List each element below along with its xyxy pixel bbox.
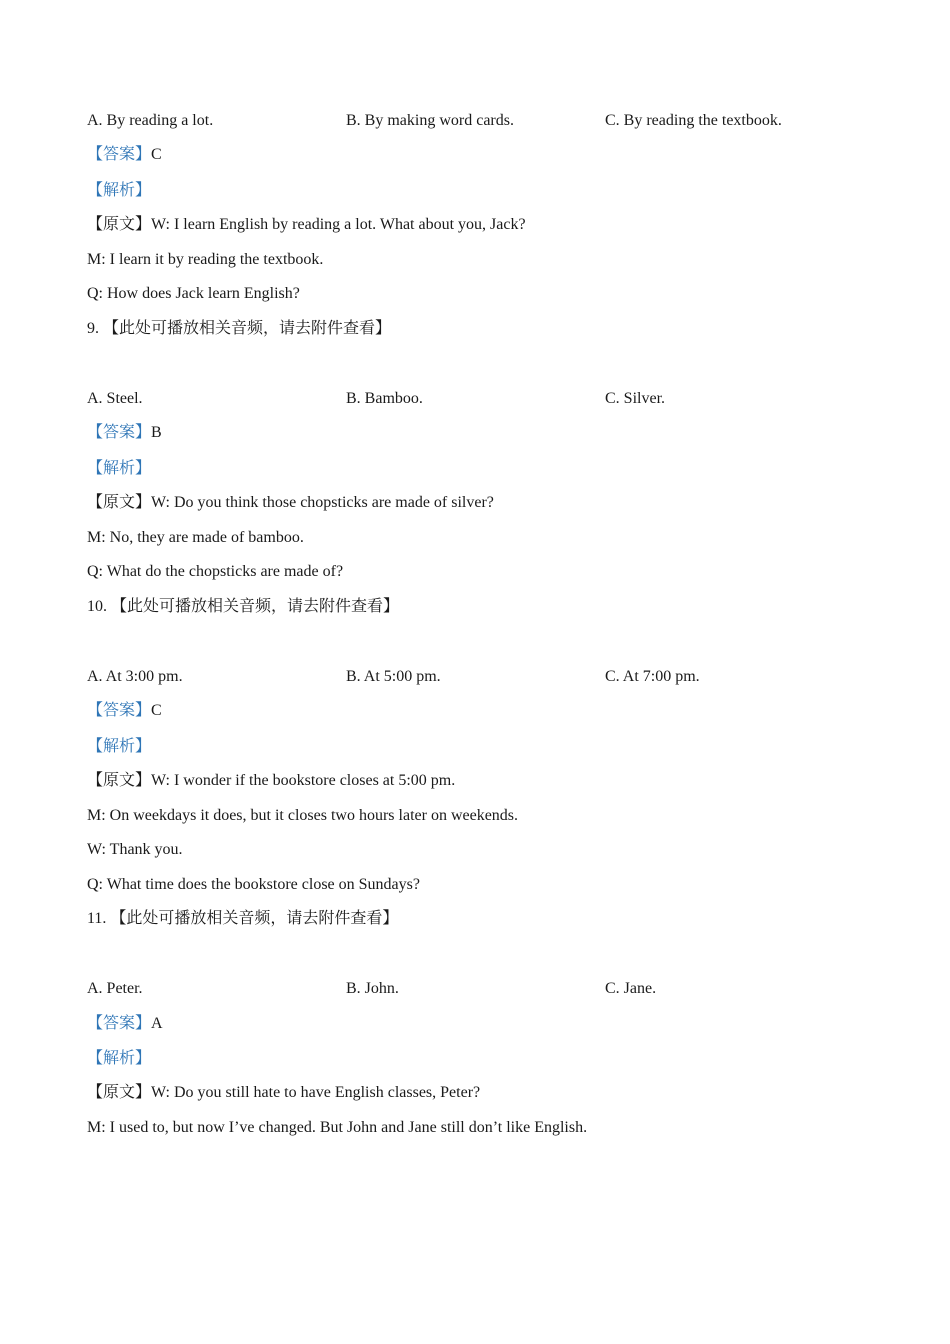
q11-option-c: C. Jane.: [605, 980, 657, 997]
transcript-text: W: I learn English by reading a lot. What about you, Jack?: [151, 216, 526, 233]
original-label: 【原文】: [87, 216, 152, 233]
q10-transcript-line-3: W: Thank you.: [87, 841, 183, 858]
q8-option-a: A. By reading a lot.: [87, 112, 214, 129]
q9-number: 9. 【此处可播放相关音频，请去附件查看】: [87, 320, 392, 337]
q10-option-b: B. At 5:00 pm.: [346, 668, 441, 685]
q8-analysis-label: 【解析】: [87, 182, 152, 199]
q9-answer: [87, 423, 162, 443]
q11-answer: [87, 1014, 163, 1034]
transcript-text: W: Do you think those chopsticks are made of silver?: [151, 494, 494, 511]
answer-label: 【答案】: [87, 424, 152, 441]
original-label: 【原文】: [87, 772, 152, 789]
q10-option-a: A. At 3:00 pm.: [87, 668, 183, 685]
q8-transcript-line-1: [87, 215, 526, 235]
q10-number: 10. 【此处可播放相关音频，请去附件查看】: [87, 598, 400, 615]
q9-option-b: B. Bamboo.: [346, 390, 423, 407]
answer-value: C: [151, 702, 162, 719]
transcript-text: W: Do you still hate to have English classes, Peter?: [151, 1084, 481, 1101]
original-label: 【原文】: [87, 494, 152, 511]
answer-value: C: [151, 146, 162, 163]
original-label: 【原文】: [87, 1084, 152, 1101]
q8-answer: [87, 145, 162, 165]
q11-number: 11. 【此处可播放相关音频，请去附件查看】: [87, 910, 399, 927]
q8-option-c: C. By reading the textbook.: [605, 112, 782, 129]
q9-option-a: A. Steel.: [87, 390, 143, 407]
q11-transcript-line-2: M: I used to, but now I’ve changed. But John and Jane still don’t like English.: [87, 1119, 588, 1136]
q10-analysis-label: 【解析】: [87, 738, 152, 755]
q11-analysis-label: 【解析】: [87, 1050, 152, 1067]
q10-transcript-line-4: Q: What time does the bookstore close on Sundays?: [87, 876, 420, 893]
q10-transcript-line-1: [87, 771, 455, 791]
q8-option-b: B. By making word cards.: [346, 112, 514, 129]
answer-value: B: [151, 424, 162, 441]
q11-option-b: B. John.: [346, 980, 399, 997]
q8-transcript-line-2: M: I learn it by reading the textbook.: [87, 251, 324, 268]
transcript-text: W: I wonder if the bookstore closes at 5:00 pm.: [151, 772, 456, 789]
q11-transcript-line-1: [87, 1083, 480, 1103]
q10-option-c: C. At 7:00 pm.: [605, 668, 700, 685]
q11-option-a: A. Peter.: [87, 980, 143, 997]
q9-transcript-line-2: M: No, they are made of bamboo.: [87, 529, 304, 546]
q10-transcript-line-2: M: On weekdays it does, but it closes two hours later on weekends.: [87, 807, 519, 824]
q9-transcript-line-1: [87, 493, 494, 513]
answer-label: 【答案】: [87, 1015, 152, 1032]
answer-value: A: [151, 1015, 163, 1032]
q10-answer: [87, 701, 162, 721]
q9-option-c: C. Silver.: [605, 390, 666, 407]
q9-analysis-label: 【解析】: [87, 460, 152, 477]
q9-transcript-line-3: Q: What do the chopsticks are made of?: [87, 563, 344, 580]
answer-label: 【答案】: [87, 146, 152, 163]
answer-label: 【答案】: [87, 702, 152, 719]
q8-transcript-line-3: Q: How does Jack learn English?: [87, 285, 300, 302]
